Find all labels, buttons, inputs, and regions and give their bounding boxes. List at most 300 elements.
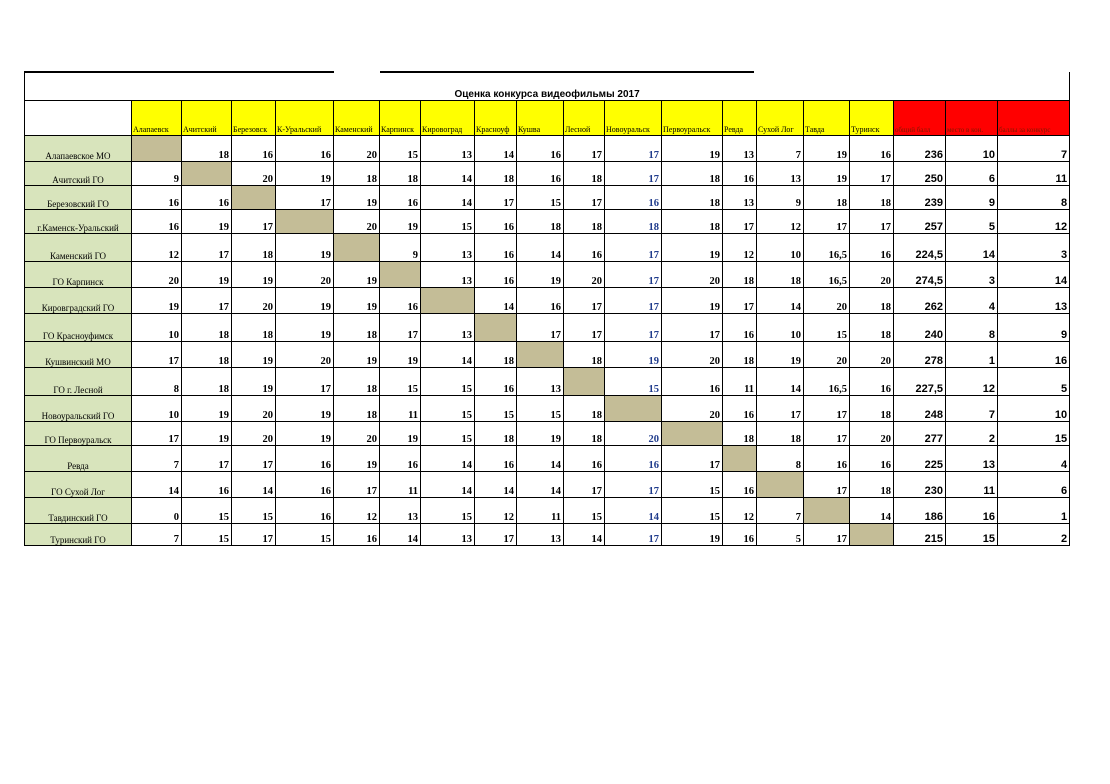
score-cell: 16 [517, 162, 564, 186]
score-cell: 19 [232, 342, 276, 368]
table-row [25, 262, 1070, 288]
score-cell: 15 [182, 524, 232, 546]
score-cell: 14 [564, 524, 605, 546]
score-cell: 19 [334, 446, 380, 472]
score-cell: 16 [182, 472, 232, 498]
row-name: Ачитский ГО [25, 162, 132, 186]
score-cell: 17 [276, 186, 334, 210]
score-cell: 20 [334, 422, 380, 446]
score-cell: 19 [380, 422, 421, 446]
score-cell: 18 [182, 368, 232, 396]
score-cell: 16,5 [804, 234, 850, 262]
column-header: К-Уральский [276, 101, 334, 136]
score-cell: 19 [232, 262, 276, 288]
contest-points: 16 [998, 342, 1070, 368]
score-cell: 19 [182, 396, 232, 422]
score-cell: 17 [757, 396, 804, 422]
score-cell: 13 [421, 262, 475, 288]
score-cell: 15 [517, 186, 564, 210]
score-cell: 17 [723, 288, 757, 314]
contest-points: 2 [998, 524, 1070, 546]
score-cell: 16 [605, 186, 662, 210]
self-score-blank [662, 422, 723, 446]
score-cell: 13 [517, 368, 564, 396]
score-cell: 16 [232, 136, 276, 162]
total-score: 248 [894, 396, 946, 422]
score-cell: 16 [850, 234, 894, 262]
score-cell: 14 [475, 472, 517, 498]
contest-points: 14 [998, 262, 1070, 288]
place: 16 [946, 498, 998, 524]
score-cell: 18 [564, 396, 605, 422]
score-cell: 12 [723, 498, 757, 524]
score-cell: 16 [850, 136, 894, 162]
score-cell: 11 [723, 368, 757, 396]
column-header: Кушва [517, 101, 564, 136]
score-cell: 12 [723, 234, 757, 262]
total-score: 277 [894, 422, 946, 446]
score-cell: 17 [564, 288, 605, 314]
score-cell: 17 [605, 524, 662, 546]
score-cell: 10 [757, 314, 804, 342]
score-cell: 12 [334, 498, 380, 524]
score-cell: 17 [276, 368, 334, 396]
column-header: Березовск [232, 101, 276, 136]
score-cell: 15 [421, 210, 475, 234]
score-cell: 16 [723, 162, 757, 186]
score-cell: 14 [421, 342, 475, 368]
self-score-blank [334, 234, 380, 262]
place: 8 [946, 314, 998, 342]
score-cell: 13 [421, 136, 475, 162]
score-cell: 17 [232, 210, 276, 234]
place: 3 [946, 262, 998, 288]
place: 14 [946, 234, 998, 262]
contest-points: 13 [998, 288, 1070, 314]
score-cell: 13 [421, 524, 475, 546]
row-name: ГО Карпинск [25, 262, 132, 288]
score-cell: 19 [605, 342, 662, 368]
place: 10 [946, 136, 998, 162]
score-cell: 17 [723, 210, 757, 234]
score-cell: 19 [757, 342, 804, 368]
score-cell: 8 [757, 446, 804, 472]
score-cell: 15 [380, 136, 421, 162]
score-cell: 20 [662, 342, 723, 368]
table-row [25, 422, 1070, 446]
score-cell: 14 [132, 472, 182, 498]
score-cell: 20 [334, 136, 380, 162]
score-cell: 18 [850, 472, 894, 498]
self-score-blank [380, 262, 421, 288]
table-row [25, 396, 1070, 422]
score-cell: 7 [757, 136, 804, 162]
score-cell: 20 [232, 396, 276, 422]
table-row [25, 498, 1070, 524]
self-score-blank [757, 472, 804, 498]
score-cell: 18 [662, 210, 723, 234]
score-cell: 16 [475, 262, 517, 288]
score-cell: 15 [421, 396, 475, 422]
score-cell: 11 [380, 472, 421, 498]
score-cell: 13 [723, 136, 757, 162]
score-cell: 15 [517, 396, 564, 422]
score-cell: 17 [132, 342, 182, 368]
score-cell: 16 [517, 288, 564, 314]
score-cell: 18 [723, 262, 757, 288]
score-cell: 20 [662, 396, 723, 422]
score-cell: 13 [757, 162, 804, 186]
score-cell: 14 [475, 288, 517, 314]
column-header: Алапаевск [132, 101, 182, 136]
score-cell: 15 [380, 368, 421, 396]
score-cell: 16 [475, 446, 517, 472]
score-cell: 18 [804, 186, 850, 210]
score-cell: 18 [334, 368, 380, 396]
score-cell: 20 [804, 288, 850, 314]
header-corner [25, 101, 132, 136]
score-cell: 19 [334, 342, 380, 368]
score-cell: 18 [232, 234, 276, 262]
score-cell: 15 [232, 498, 276, 524]
table-row [25, 288, 1070, 314]
score-cell: 19 [334, 262, 380, 288]
score-cell: 17 [334, 472, 380, 498]
score-cell: 16 [723, 524, 757, 546]
score-cell: 7 [132, 524, 182, 546]
score-cell: 15 [182, 498, 232, 524]
score-cell: 9 [757, 186, 804, 210]
score-cell: 19 [380, 342, 421, 368]
score-cell: 13 [421, 234, 475, 262]
score-cell: 16 [132, 186, 182, 210]
score-cell: 18 [723, 342, 757, 368]
score-cell: 19 [804, 136, 850, 162]
table-row [25, 162, 1070, 186]
score-cell: 19 [517, 262, 564, 288]
row-name: ГО г. Лесной [25, 368, 132, 396]
score-cell: 14 [421, 162, 475, 186]
column-header: Тавда [804, 101, 850, 136]
score-cell: 16 [804, 446, 850, 472]
row-name: Березовский ГО [25, 186, 132, 210]
score-cell: 17 [605, 472, 662, 498]
score-cell: 15 [605, 368, 662, 396]
row-name: Ревда [25, 446, 132, 472]
place: 1 [946, 342, 998, 368]
score-cell: 20 [276, 342, 334, 368]
score-cell: 5 [757, 524, 804, 546]
score-cell: 18 [605, 210, 662, 234]
score-cell: 18 [232, 314, 276, 342]
place: 5 [946, 210, 998, 234]
score-cell: 18 [564, 422, 605, 446]
contest-points: 4 [998, 446, 1070, 472]
table-row [25, 314, 1070, 342]
score-cell: 19 [662, 136, 723, 162]
scores-table [24, 72, 1070, 546]
score-cell: 15 [421, 422, 475, 446]
row-name: Каменский ГО [25, 234, 132, 262]
place: 6 [946, 162, 998, 186]
place: 7 [946, 396, 998, 422]
total-score: 274,5 [894, 262, 946, 288]
score-cell: 18 [334, 162, 380, 186]
score-cell: 16 [517, 136, 564, 162]
score-cell: 16 [380, 446, 421, 472]
score-cell: 18 [334, 314, 380, 342]
score-cell: 18 [475, 342, 517, 368]
score-cell: 19 [380, 210, 421, 234]
table-title: Оценка конкурса видеофильмы 2017 [25, 72, 1070, 101]
score-cell: 15 [421, 498, 475, 524]
score-cell: 16 [276, 472, 334, 498]
score-cell: 15 [804, 314, 850, 342]
score-cell: 20 [232, 162, 276, 186]
score-cell: 16 [723, 314, 757, 342]
total-score: 236 [894, 136, 946, 162]
score-cell: 17 [182, 234, 232, 262]
total-score: 250 [894, 162, 946, 186]
score-cell: 17 [182, 288, 232, 314]
score-cell: 17 [804, 396, 850, 422]
score-cell: 17 [564, 314, 605, 342]
score-cell: 13 [723, 186, 757, 210]
place: 15 [946, 524, 998, 546]
score-cell: 18 [850, 288, 894, 314]
score-cell: 14 [517, 472, 564, 498]
score-cell: 20 [605, 422, 662, 446]
total-score: 225 [894, 446, 946, 472]
score-cell: 8 [132, 368, 182, 396]
score-cell: 9 [132, 162, 182, 186]
score-cell: 16 [380, 186, 421, 210]
score-cell: 19 [182, 262, 232, 288]
table-row [25, 210, 1070, 234]
score-cell: 18 [757, 422, 804, 446]
score-cell: 20 [804, 342, 850, 368]
score-cell: 19 [276, 396, 334, 422]
score-cell: 12 [757, 210, 804, 234]
score-cell: 18 [662, 186, 723, 210]
score-cell: 17 [132, 422, 182, 446]
score-cell: 20 [850, 342, 894, 368]
row-name: Кушвинский МО [25, 342, 132, 368]
score-cell: 19 [334, 186, 380, 210]
score-cell: 17 [804, 524, 850, 546]
score-cell: 16 [723, 396, 757, 422]
score-cell: 19 [334, 288, 380, 314]
table-row [25, 472, 1070, 498]
column-header: Ачитский [182, 101, 232, 136]
row-name: ГО Сухой Лог [25, 472, 132, 498]
score-cell: 14 [232, 472, 276, 498]
score-cell: 20 [850, 422, 894, 446]
score-cell: 19 [804, 162, 850, 186]
row-name: ГО Красноуфимск [25, 314, 132, 342]
score-cell: 19 [182, 210, 232, 234]
summary-header: общий балл [894, 101, 946, 136]
self-score-blank [517, 342, 564, 368]
score-cell: 15 [475, 396, 517, 422]
score-cell: 20 [850, 262, 894, 288]
score-cell: 17 [605, 234, 662, 262]
score-cell: 12 [132, 234, 182, 262]
score-cell: 19 [662, 234, 723, 262]
self-score-blank [605, 396, 662, 422]
score-cell: 19 [662, 524, 723, 546]
score-cell: 16 [475, 234, 517, 262]
score-cell: 18 [723, 422, 757, 446]
self-score-blank [723, 446, 757, 472]
score-cell: 15 [662, 498, 723, 524]
row-name: Новоуральский ГО [25, 396, 132, 422]
row-name: Туринский ГО [25, 524, 132, 546]
score-cell: 14 [517, 234, 564, 262]
score-cell: 17 [605, 162, 662, 186]
column-header: Лесной [564, 101, 605, 136]
contest-points: 6 [998, 472, 1070, 498]
score-cell: 20 [132, 262, 182, 288]
score-cell: 17 [605, 314, 662, 342]
score-cell: 17 [564, 186, 605, 210]
total-score: 239 [894, 186, 946, 210]
score-cell: 17 [850, 210, 894, 234]
place: 4 [946, 288, 998, 314]
self-score-blank [132, 136, 182, 162]
score-cell: 14 [421, 186, 475, 210]
score-cell: 17 [475, 524, 517, 546]
score-cell: 16,5 [804, 262, 850, 288]
contest-points: 11 [998, 162, 1070, 186]
score-cell: 19 [132, 288, 182, 314]
score-cell: 18 [850, 396, 894, 422]
self-score-blank [182, 162, 232, 186]
self-score-blank [421, 288, 475, 314]
column-header: Сухой Лог [757, 101, 804, 136]
score-cell: 20 [334, 210, 380, 234]
score-cell: 17 [182, 446, 232, 472]
score-cell: 18 [475, 422, 517, 446]
column-header: Карпинск [380, 101, 421, 136]
score-cell: 16 [276, 498, 334, 524]
score-cell: 17 [804, 422, 850, 446]
score-cell: 16 [475, 210, 517, 234]
contest-points: 12 [998, 210, 1070, 234]
column-header: Каменский [334, 101, 380, 136]
score-cell: 17 [564, 136, 605, 162]
score-cell: 19 [276, 314, 334, 342]
column-header: Новоуральск [605, 101, 662, 136]
score-cell: 18 [757, 262, 804, 288]
table-row [25, 524, 1070, 546]
score-cell: 16 [182, 186, 232, 210]
score-cell: 20 [276, 262, 334, 288]
total-score: 227,5 [894, 368, 946, 396]
table-row [25, 342, 1070, 368]
self-score-blank [475, 314, 517, 342]
score-cell: 18 [850, 314, 894, 342]
score-cell: 16,5 [804, 368, 850, 396]
row-name: г.Каменск-Уральский [25, 210, 132, 234]
score-cell: 7 [132, 446, 182, 472]
score-cell: 17 [475, 186, 517, 210]
score-cell: 14 [475, 136, 517, 162]
score-cell: 18 [182, 342, 232, 368]
score-cell: 10 [757, 234, 804, 262]
score-cell: 0 [132, 498, 182, 524]
score-cell: 10 [132, 396, 182, 422]
score-cell: 19 [182, 422, 232, 446]
score-cell: 19 [276, 162, 334, 186]
score-cell: 20 [662, 262, 723, 288]
score-cell: 9 [380, 234, 421, 262]
score-cell: 16 [723, 472, 757, 498]
column-header: Туринск [850, 101, 894, 136]
summary-header: место в кон. [946, 101, 998, 136]
score-cell: 19 [276, 234, 334, 262]
score-cell: 16 [475, 368, 517, 396]
score-cell: 14 [850, 498, 894, 524]
score-cell: 16 [564, 446, 605, 472]
place: 12 [946, 368, 998, 396]
score-cell: 17 [850, 162, 894, 186]
score-cell: 20 [232, 288, 276, 314]
score-cell: 18 [182, 136, 232, 162]
column-header: Первоуральск [662, 101, 723, 136]
score-cell: 16 [564, 234, 605, 262]
score-cell: 17 [605, 288, 662, 314]
score-cell: 16 [132, 210, 182, 234]
total-score: 224,5 [894, 234, 946, 262]
score-cell: 11 [380, 396, 421, 422]
total-score: 262 [894, 288, 946, 314]
score-cell: 16 [605, 446, 662, 472]
place: 13 [946, 446, 998, 472]
score-cell: 16 [276, 446, 334, 472]
score-cell: 18 [517, 210, 564, 234]
score-cell: 14 [757, 288, 804, 314]
score-cell: 17 [517, 314, 564, 342]
score-cell: 14 [380, 524, 421, 546]
total-score: 257 [894, 210, 946, 234]
score-cell: 18 [334, 396, 380, 422]
row-name: Кировградский ГО [25, 288, 132, 314]
score-cell: 16 [850, 446, 894, 472]
score-cell: 18 [475, 162, 517, 186]
score-cell: 17 [662, 446, 723, 472]
score-cell: 20 [232, 422, 276, 446]
column-header: Красноуф [475, 101, 517, 136]
score-cell: 20 [564, 262, 605, 288]
score-cell: 16 [850, 368, 894, 396]
score-cell: 14 [421, 446, 475, 472]
total-score: 230 [894, 472, 946, 498]
score-cell: 18 [380, 162, 421, 186]
contest-points: 15 [998, 422, 1070, 446]
score-cell: 19 [232, 368, 276, 396]
total-score: 240 [894, 314, 946, 342]
score-cell: 10 [132, 314, 182, 342]
score-cell: 17 [380, 314, 421, 342]
contest-points: 10 [998, 396, 1070, 422]
score-cell: 18 [182, 314, 232, 342]
score-cell: 17 [804, 472, 850, 498]
total-score: 278 [894, 342, 946, 368]
column-header: Ревда [723, 101, 757, 136]
score-cell: 13 [380, 498, 421, 524]
score-cell: 19 [662, 288, 723, 314]
